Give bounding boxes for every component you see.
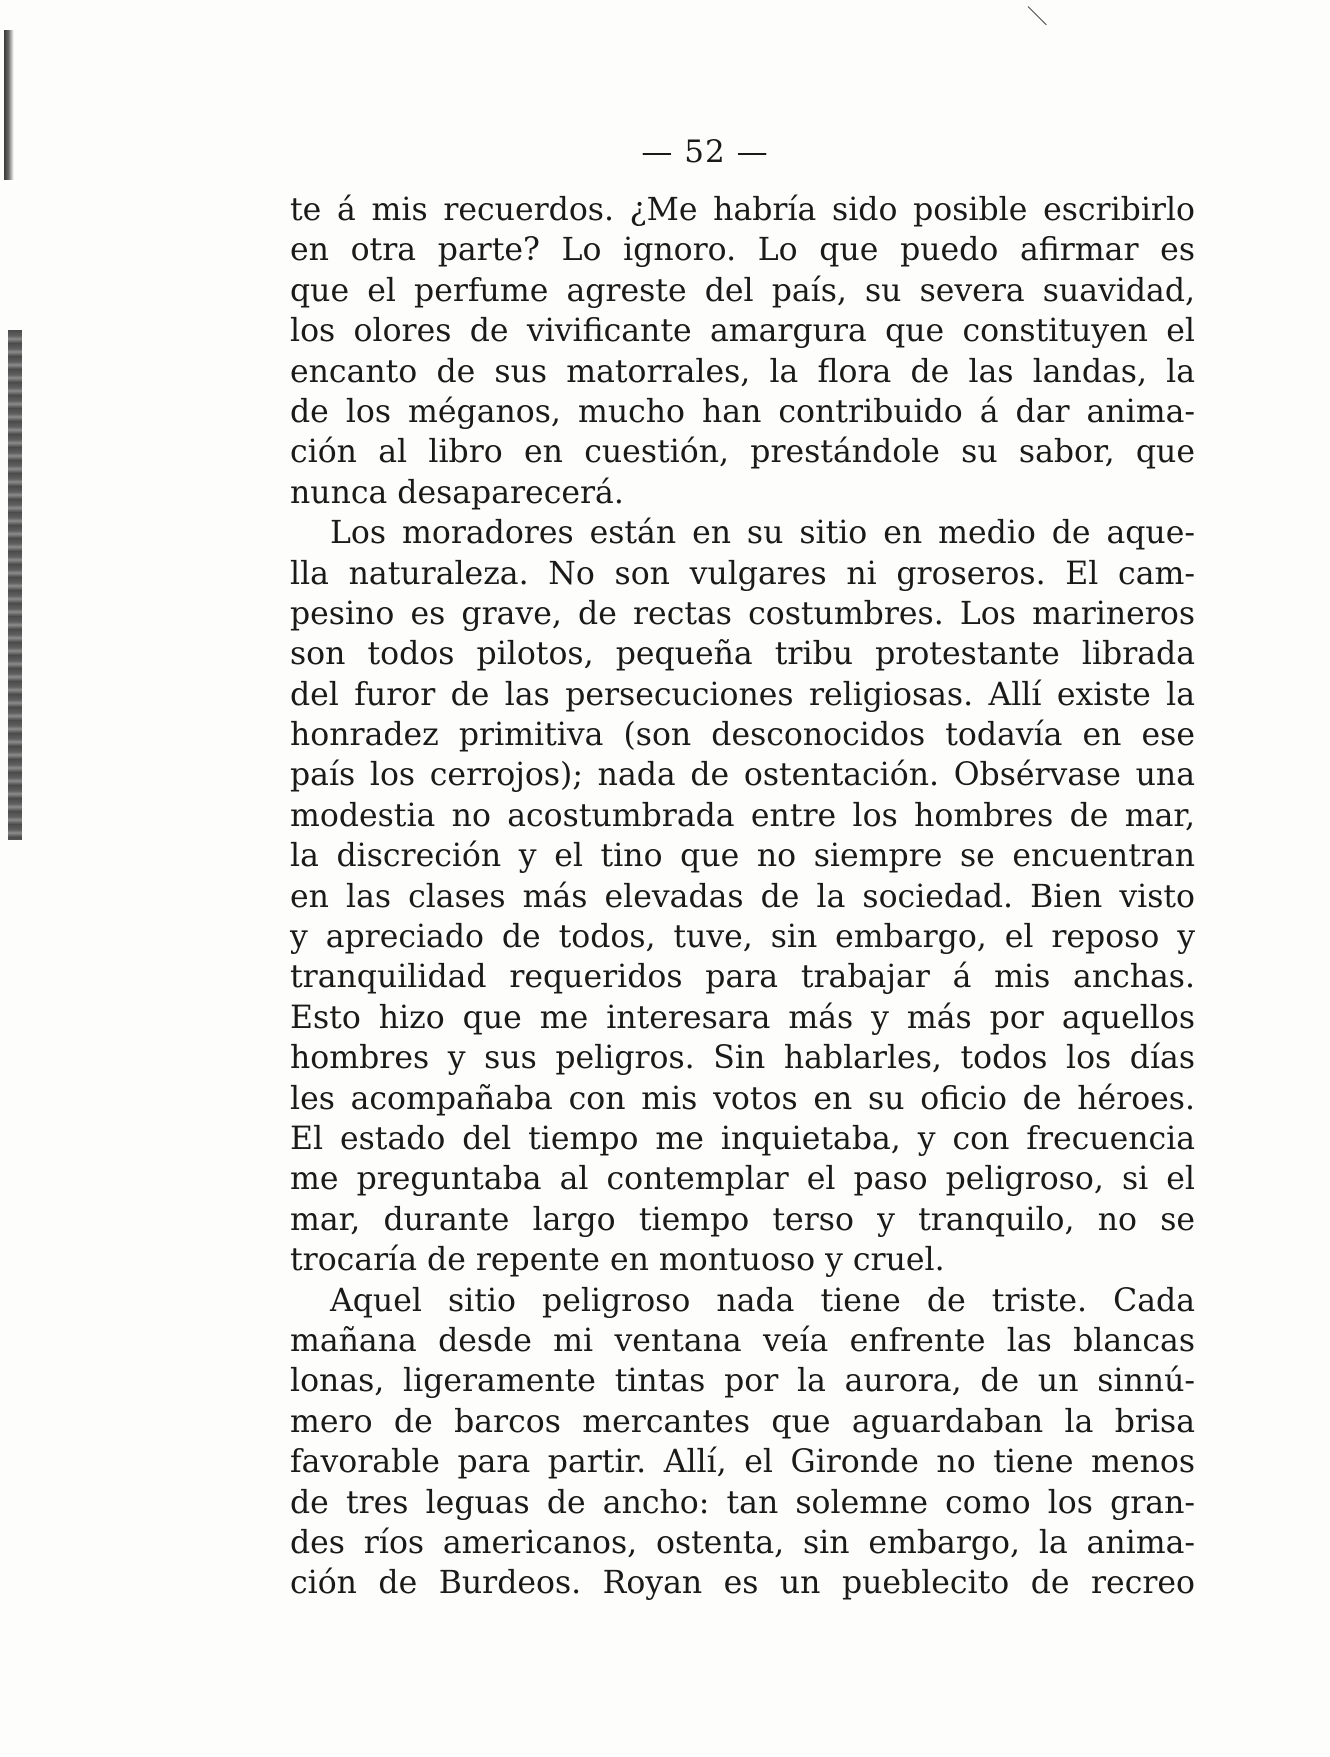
text-line: des ríos americanos, ostenta, sin embargo, la anima- (290, 1524, 1195, 1561)
text-line: de tres leguas de ancho: tan solemne como los gran- (290, 1484, 1195, 1521)
text-line: en las clases más elevadas de la sociedad. Bien visto (290, 878, 1195, 915)
text-line: la discreción y el tino que no siempre se encuentran (290, 838, 1195, 875)
paragraph-3 (290, 1281, 1195, 1604)
text-line: honradez primitiva (son desconocidos todavía en ese (290, 717, 1195, 754)
text-line: encanto de sus matorrales, la flora de las landas, la (290, 353, 1195, 390)
text-line: modestia no acostumbrada entre los hombres de mar, (290, 797, 1195, 834)
text-line: mañana desde mi ventana veía enfrente las blancas (290, 1322, 1195, 1359)
text-line: te á mis recuerdos. ¿Me habría sido posible escribirlo (290, 192, 1195, 228)
page-number-text: — 52 — (641, 134, 769, 170)
scan-stray-mark (1028, 6, 1047, 25)
text-line: de los méganos, mucho han contribuido á dar anima- (290, 393, 1195, 430)
body-text (290, 190, 1195, 1604)
text-line: los olores de vivificante amargura que constituyen el (290, 313, 1195, 350)
text-line: son todos pilotos, pequeña tribu protestante librada (290, 636, 1195, 673)
text-line: pesino es grave, de rectas costumbres. Los marineros (290, 595, 1195, 632)
text-line: mero de barcos mercantes que aguardaban la brisa (290, 1403, 1195, 1440)
text-line: Esto hizo que me interesara más y más por aquellos (290, 999, 1195, 1036)
paragraph-2 (290, 513, 1195, 1280)
text-line: del furor de las persecuciones religiosas. Allí existe la (290, 676, 1195, 713)
text-line: ción al libro en cuestión, prestándole su sabor, que (290, 434, 1195, 471)
text-line: hombres y sus peligros. Sin hablarles, todos los días (290, 1040, 1195, 1077)
text-line: mar, durante largo tiempo terso y tranquilo, no se (290, 1201, 1195, 1238)
text-line: favorable para partir. Allí, el Gironde no tiene menos (290, 1444, 1195, 1481)
text-line: trocaría de repente en montuoso y cruel. (290, 1242, 945, 1279)
text-line: y apreciado de todos, tuve, sin embargo, el reposo y (290, 919, 1195, 956)
text-line: lonas, ligeramente tintas por la aurora, de un sinnú- (290, 1363, 1195, 1400)
text-line: nunca desaparecerá. (290, 474, 624, 511)
page-number (0, 134, 1330, 170)
paragraph-1 (290, 190, 1195, 513)
text-line: en otra parte? Lo ignoro. Lo que puedo afirmar es (290, 232, 1195, 269)
text-line: Aquel sitio peligroso nada tiene de triste. Cada (330, 1282, 1195, 1319)
text-line: les acompañaba con mis votos en su oficio de héroes. (290, 1080, 1195, 1117)
text-line: lla naturaleza. No son vulgares ni groseros. El cam- (290, 555, 1195, 592)
text-line: ción de Burdeos. Royan es un pueblecito de recreo (290, 1565, 1195, 1602)
text-line: país los cerrojos); nada de ostentación. Obsérvase una (290, 757, 1195, 794)
text-line: El estado del tiempo me inquietaba, y con frecuencia (290, 1120, 1195, 1157)
scan-binding-shadow-middle (8, 330, 22, 840)
text-line: que el perfume agreste del país, su severa suavidad, (290, 272, 1195, 309)
text-line: tranquilidad requeridos para trabajar á mis anchas. (290, 959, 1195, 996)
text-line: Los moradores están en su sitio en medio de aque- (330, 515, 1195, 552)
text-line: me preguntaba al contemplar el paso peligroso, si el (290, 1161, 1195, 1198)
